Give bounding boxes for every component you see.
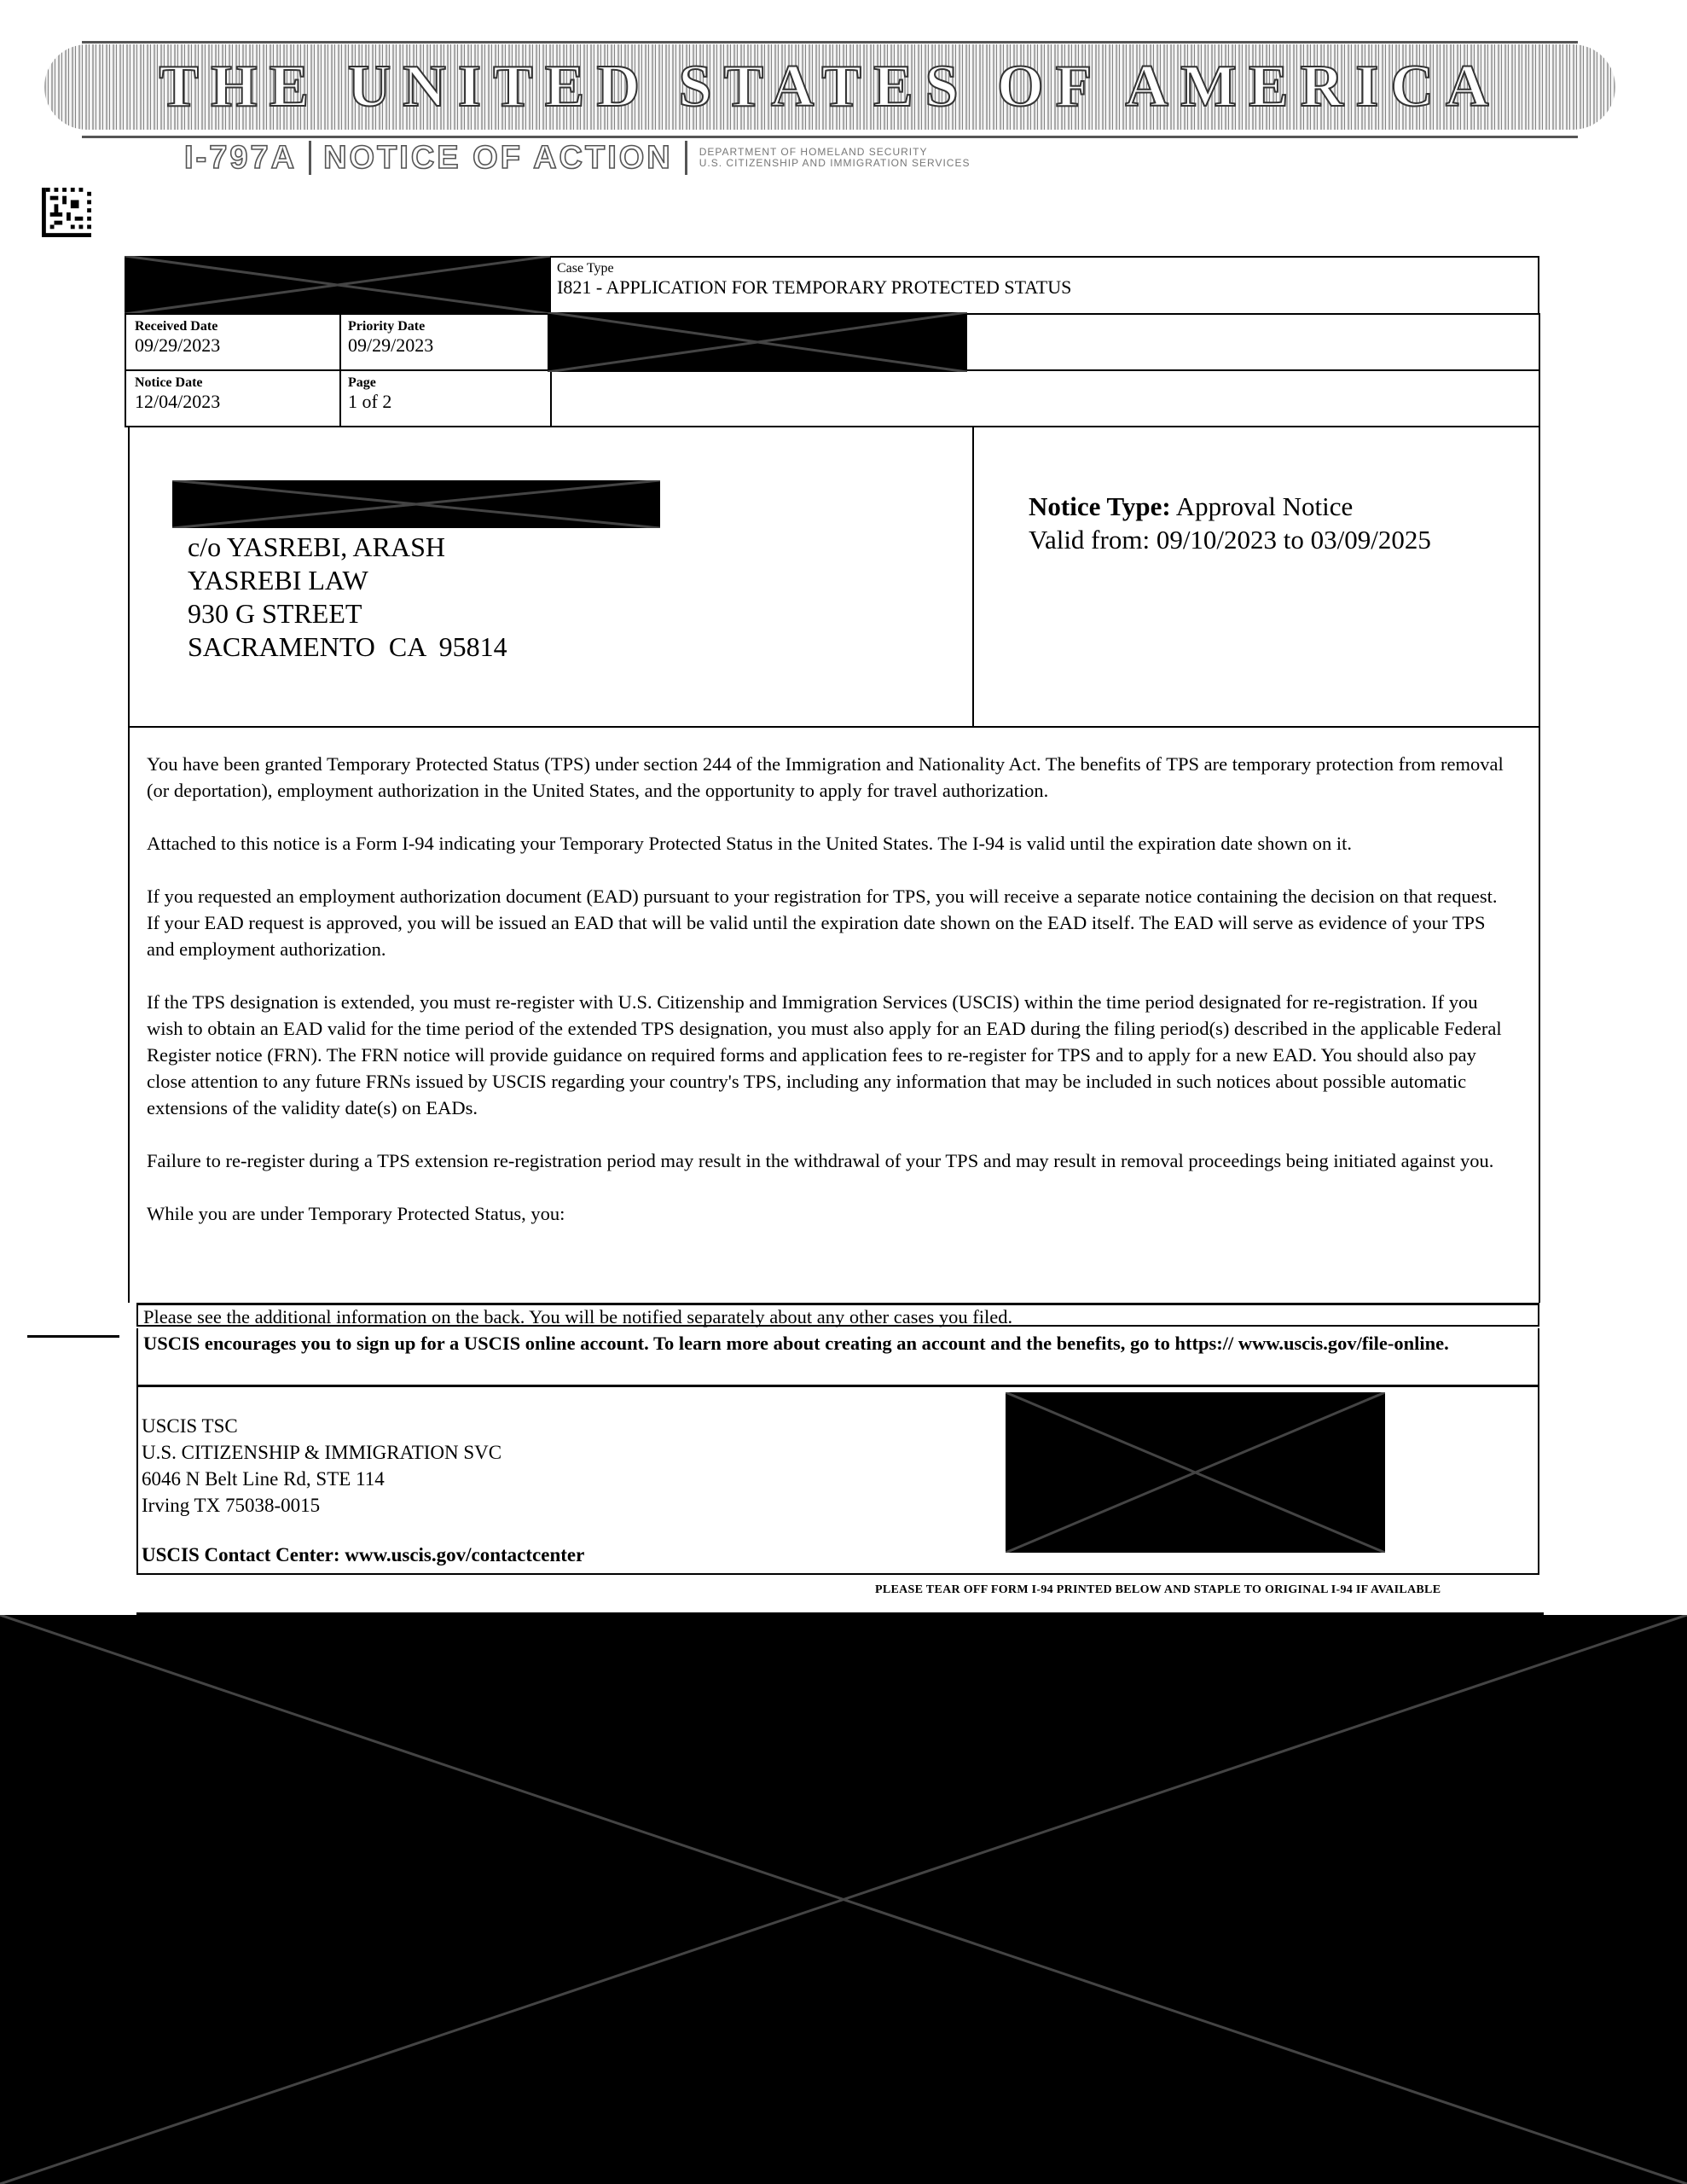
page-cell bbox=[341, 372, 549, 416]
fold-mark bbox=[27, 1335, 119, 1338]
priority-date-label: Priority Date bbox=[348, 319, 426, 334]
barcode-icon bbox=[41, 188, 92, 237]
contact-center: USCIS Contact Center: www.uscis.gov/contactcenter bbox=[142, 1544, 585, 1565]
online-account-note: USCIS encourages you to sign up for a USCIS online account. To learn more about creating an account and the benefits, go to https:// www.uscis.gov/file-online. bbox=[136, 1328, 1539, 1386]
address-line: c/o YASREBI, ARASH bbox=[188, 531, 445, 562]
redacted-receipt-number bbox=[125, 256, 551, 314]
office-line: 6046 N Belt Line Rd, STE 114 bbox=[142, 1468, 385, 1490]
priority-date-value: 09/29/2023 bbox=[348, 334, 434, 356]
address-line: YASREBI LAW bbox=[188, 565, 368, 595]
redacted-recipient-name bbox=[172, 480, 660, 528]
notice-date-cell bbox=[128, 372, 338, 416]
header-banner bbox=[44, 41, 1615, 138]
redacted-beneficiary-info bbox=[548, 312, 967, 372]
redacted-signature bbox=[1006, 1392, 1385, 1553]
banner-rule-top bbox=[82, 41, 1578, 44]
priority-date-cell bbox=[341, 316, 549, 360]
tear-off-instruction: PLEASE TEAR OFF FORM I-94 PRINTED BELOW AND STAPLE TO ORIGINAL I-94 IF AVAILABLE bbox=[875, 1583, 1441, 1596]
form-id: I-797A bbox=[184, 139, 298, 176]
address-line: 930 G STREET bbox=[188, 598, 362, 629]
body-paragraph: If the TPS designation is extended, you must re-register with U.S. Citizenship and Immigration Services (USCIS) within the time period designated for re-registration. If you wish to obtain an EAD valid for the time period of the extended TPS designation, you must also apply for an EAD during the filing period(s) described in the applicable Federal Register notice (FRN). The FRN notice will provide guidance on required forms and application fees to re-register for TPS and to apply for a new EAD. You should also pay close attention to any future FRNs issued by USCIS regarding your country's TPS, including any information that may be included in such notices about possible automatic extensions of the validity date(s) on EADs. bbox=[147, 991, 1502, 1118]
body-paragraph: You have been granted Temporary Protected Status (TPS) under section 244 of the Immigration and Nationality Act. The benefits of TPS are temporary protection from removal (or deportation), employment authorization in the United States, and the opportunity to apply for travel authorization. bbox=[147, 753, 1504, 801]
grid-line bbox=[125, 369, 551, 371]
recipient-address bbox=[188, 531, 507, 664]
grid-line bbox=[967, 369, 1540, 371]
notice-body bbox=[147, 751, 1510, 1253]
box-divider bbox=[972, 426, 974, 728]
grid-line bbox=[550, 369, 552, 427]
office-line: Irving TX 75038-0015 bbox=[142, 1495, 321, 1516]
case-type-cell bbox=[550, 256, 1539, 314]
valid-from-value: 09/10/2023 to 03/09/2025 bbox=[1156, 525, 1431, 555]
body-paragraph: Failure to re-register during a TPS extension re-registration period may result in the withdrawal of your TPS and may result in removal proceedings being initiated against you. bbox=[147, 1150, 1494, 1171]
department-line-2: U.S. CITIZENSHIP AND IMMIGRATION SERVICES bbox=[699, 157, 971, 169]
department-line-1: DEPARTMENT OF HOMELAND SECURITY bbox=[699, 146, 928, 158]
redacted-i94-form bbox=[0, 1615, 1687, 2184]
notice-type-value: Approval Notice bbox=[1175, 491, 1354, 521]
additional-info-note: Please see the additional information on the back. You will be notified separately about any other cases you filed. bbox=[136, 1303, 1539, 1327]
notice-type-block bbox=[1029, 490, 1431, 556]
notice-type-label: Notice Type: bbox=[1029, 491, 1171, 521]
notice-date-label: Notice Date bbox=[135, 375, 203, 390]
banner-title: THE UNITED STATES OF AMERICA bbox=[159, 54, 1501, 119]
received-date-value: 09/29/2023 bbox=[135, 334, 221, 356]
uscis-office-address bbox=[142, 1413, 501, 1519]
page-value: 1 of 2 bbox=[348, 391, 392, 412]
body-paragraph: Attached to this notice is a Form I-94 indicating your Temporary Protected Status in the United States. The I-94 is valid until the expiration date shown on it. bbox=[147, 833, 1352, 854]
divider bbox=[309, 141, 311, 175]
form-subheader bbox=[184, 136, 970, 179]
form-title: NOTICE OF ACTION bbox=[323, 139, 673, 176]
case-type-value: I821 - APPLICATION FOR TEMPORARY PROTECTED STATUS bbox=[557, 276, 1072, 298]
body-paragraph: While you are under Temporary Protected Status, you: bbox=[147, 1203, 565, 1224]
notice-date-value: 12/04/2023 bbox=[135, 391, 221, 412]
received-date-cell bbox=[128, 316, 338, 360]
department-name bbox=[699, 147, 971, 169]
body-paragraph: If you requested an employment authorization document (EAD) pursuant to your registration for TPS, you will receive a separate notice containing the decision on that request. If your EAD request is approved, you will be issued an EAD that will be valid until the expiration date shown on the EAD itself. The EAD will serve as evidence of your TPS and employment authorization. bbox=[147, 886, 1498, 960]
case-type-label: Case Type bbox=[557, 261, 614, 276]
office-line: U.S. CITIZENSHIP & IMMIGRATION SVC bbox=[142, 1442, 502, 1463]
page-label: Page bbox=[348, 375, 376, 390]
valid-from-label: Valid from: bbox=[1029, 525, 1151, 555]
divider bbox=[685, 141, 687, 175]
office-line: USCIS TSC bbox=[142, 1415, 238, 1437]
address-line: SACRAMENTO CA 95814 bbox=[188, 631, 507, 662]
received-date-label: Received Date bbox=[135, 319, 218, 334]
